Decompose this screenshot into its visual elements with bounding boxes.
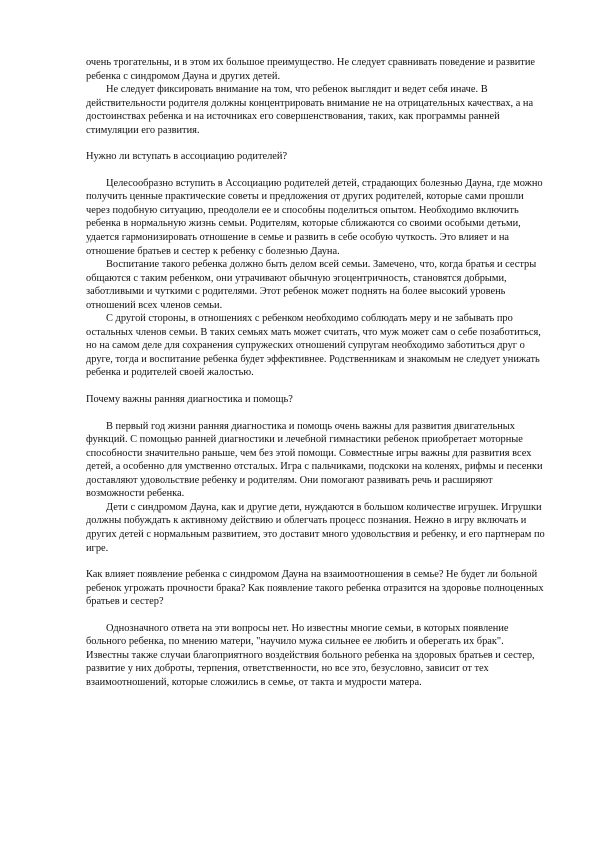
- heading-parents-association: Нужно ли вступать в ассоциацию родителей?: [86, 151, 288, 163]
- paragraph-toys: Дети с синдромом Дауна, как и другие дети, нуждаются в большом количестве игрушек. Игрушки должны побуждать к активному действию и облегчать процесс познания. Нежно в игру включать и других детей с нормальным развитием, это доставит много удовольствия и ребенку, и его партнерам по игре.: [86, 501, 545, 554]
- paragraph-family-balance: С другой стороны, в отношениях с ребенком необходимо соблюдать меру и не забывать про остальных членов семьи. В таких семьях мать может считать, что муж может сам о себе позаботиться, но на самом деле для сохранения супружеских отношений супругам необходимо заботиться друг о друге, тогда и воспитание ребенка будет эффективнее. Родственникам и знакомым не следует унижать ребенка и родителей своей жалостью.: [86, 313, 541, 379]
- paragraph-attention-focus: Не следует фиксировать внимание на том, что ребенок выглядит и ведет себя иначе. В действительности родителя должны концентрировать внимание не на отрицательных качествах, а на достоинствах ребенка и на источниках его совершенствования, таких, как программы ранней стимуляции его развития.: [86, 84, 534, 136]
- paragraph-intro-continuation: очень трогательны, и в этом их большое преимущество. Не следует сравнивать поведение и развитие ребенка с синдромом Дауна и других детей.: [86, 57, 536, 82]
- heading-family-relations-questions: Как влияет появление ребенка с синдромом Дауна на взаимоотношения в семье? Не будет ли больной ребенок угрожать прочности брака? Как появление такого ребенка отразится на здоровье полноценных братьев и сестер?: [86, 569, 544, 608]
- paragraph-no-single-answer: Однозначного ответа на эти вопросы нет. Но известны многие семьи, в которых появление больного ребенка, по мнению матери, "научило мужа сильнее ее любить и оберегать их брак". Известны также случаи благоприятного воздействия больного ребенка на здоровых братьев и сестер, развитие у них доброты, терпения, ответственности, но все это, безусловно, зависит от тех взаимоотношений, которые сложились в семье, от такта и мудрости матера.: [86, 622, 535, 688]
- paragraph-join-association: Целесообразно вступить в Ассоциацию родителей детей, страдающих болезнью Дауна, где можно получить ценные практические советы и предложения от других родителей, которые сами прошли через подобную ситуацию, преодолели ее и способны поделиться опытом. Необходимо включить ребенка в нормальную жизнь семьи. Родителям, которые сближаются со своими особыми детьми, удается гармонизировать отношение в семье и развить в себе особую чуткость. Это влияет и на отношение братьев и сестер к ребенку с болезнью Дауна.: [86, 177, 543, 257]
- paragraph-family-upbringing: Воспитание такого ребенка должно быть делом всей семьи. Замечено, что, когда братья и сестры общаются с таким ребенком, они утрачивают обычную эгоцентричность, становятся добрыми, заботливыми и чуткими с родителями. Этот ребенок может поднять на более высокий уровень отношений всех членов семьи.: [86, 259, 537, 311]
- heading-early-diagnostics: Почему важны ранняя диагностика и помощь?: [86, 394, 293, 406]
- paragraph-first-year: В первый год жизни ранняя диагностика и помощь очень важны для развития двигательных функций. С помощью ранней диагностики и лечебной гимнастики ребенок приобретает моторные способности значительно раньше, чем без этой помощи. Совместные игры важны для развития всех детей, а особенно для умственно отсталых. Игра с пальчиками, подскоки на коленях, рифмы и песенки доставляют удовольствие ребенку и родителям. Они помогают развивать речь и расширяют возможности ребенка.: [86, 420, 543, 500]
